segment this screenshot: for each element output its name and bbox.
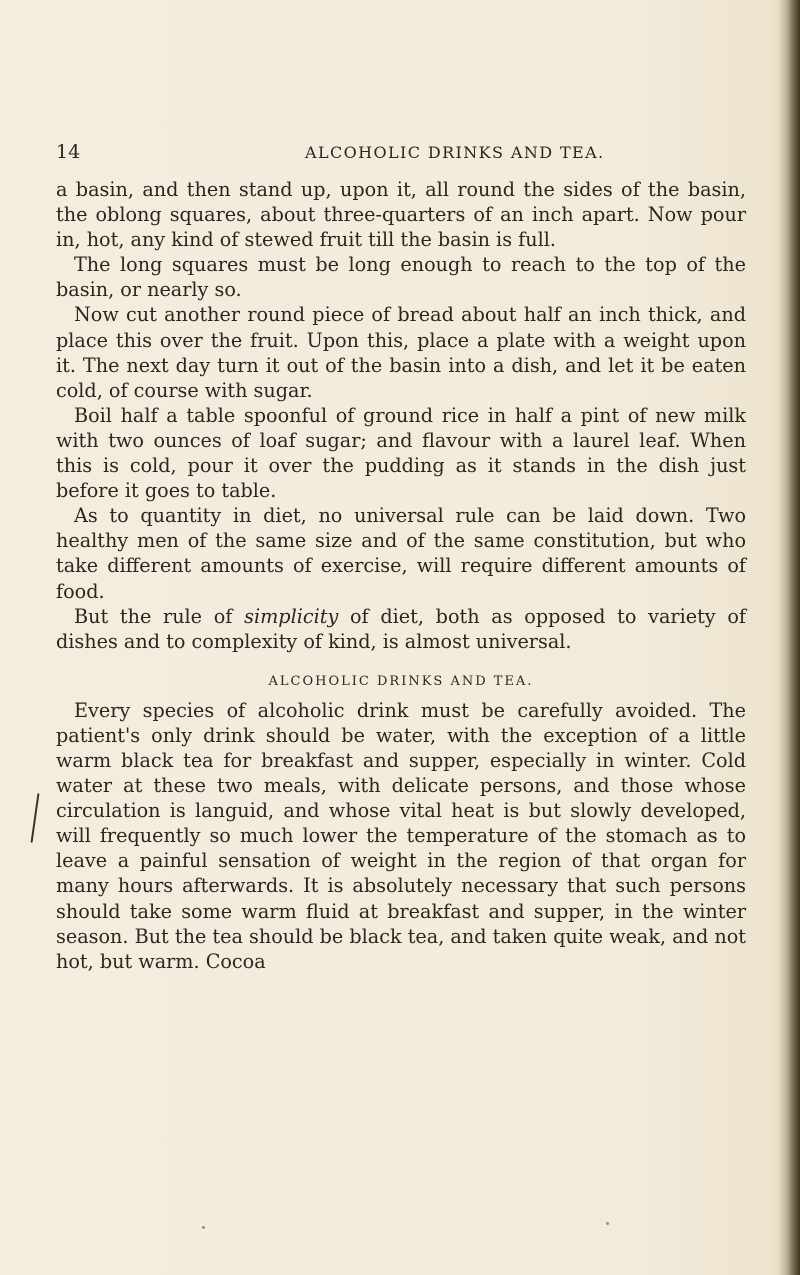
- paragraph: Now cut another round piece of bread about half an inch thick, and place this over the fruit. Upon this, place a plate with a weight upon it. The next day turn it out of the basin into a dish, and let it be eaten cold, of course with sugar.: [56, 303, 746, 402]
- page-header: [56, 141, 746, 167]
- paragraph-continued: a basin, and then stand up, upon it, all round the sides of the basin, the oblong squares, about three-quarters of an inch apart. Now pour in, hot, any kind of stewed fruit till the basin is full.: [56, 178, 746, 252]
- section-heading: ALCOHOLIC DRINKS AND TEA.: [268, 673, 534, 689]
- running-head: ALCOHOLIC DRINKS AND TEA.: [305, 143, 605, 162]
- paragraph: The long squares must be long enough to reach to the top of the basin, or nearly so.: [56, 253, 746, 302]
- page-edge-shadow: [778, 0, 800, 1275]
- paper-speck: [202, 1226, 205, 1229]
- page-number: 14: [56, 141, 81, 163]
- paragraph: As to quantity in diet, no universal rule can be laid down. Two healthy men of the same size and of the same constitution, but who take different amounts of exercise, will require different amounts of food.: [56, 504, 746, 603]
- paragraph-simplicity: [56, 604, 746, 654]
- emphasized-word: simplicity: [244, 604, 339, 628]
- margin-pencil-mark: [31, 793, 40, 843]
- paper-speck: [606, 1222, 609, 1225]
- paragraph: Every species of alcoholic drink must be carefully avoided. The patient's only drink should be water, with the exception of a little warm black tea for breakfast and supper, especially in winter. Cold water at these two meals, with delicate persons, and those whose circulation is languid, and whose vital heat is but slowly developed, will frequently so much lower the temperature of the stomach as to leave a painful sensation of weight in the region of that organ for many hours afterwards. It is absolutely necessary that such persons should take some warm fluid at breakfast and supper, in the winter season. But the tea should be black tea, and taken quite weak, and not hot, but warm. Cocoa: [56, 698, 746, 973]
- body-text: [56, 177, 746, 974]
- paragraph: Boil half a table spoonful of ground rice in half a pint of new milk with two ounces of loaf sugar; and flavour with a laurel leaf. When this is cold, pour it over the pudding as it stands in the dish just before it goes to table.: [56, 403, 746, 503]
- paragraph-text: of diet, both as opposed to variety of dishes and to complexity of kind, is almost universal.: [56, 604, 746, 653]
- paragraph-text: But the rule of: [74, 604, 245, 628]
